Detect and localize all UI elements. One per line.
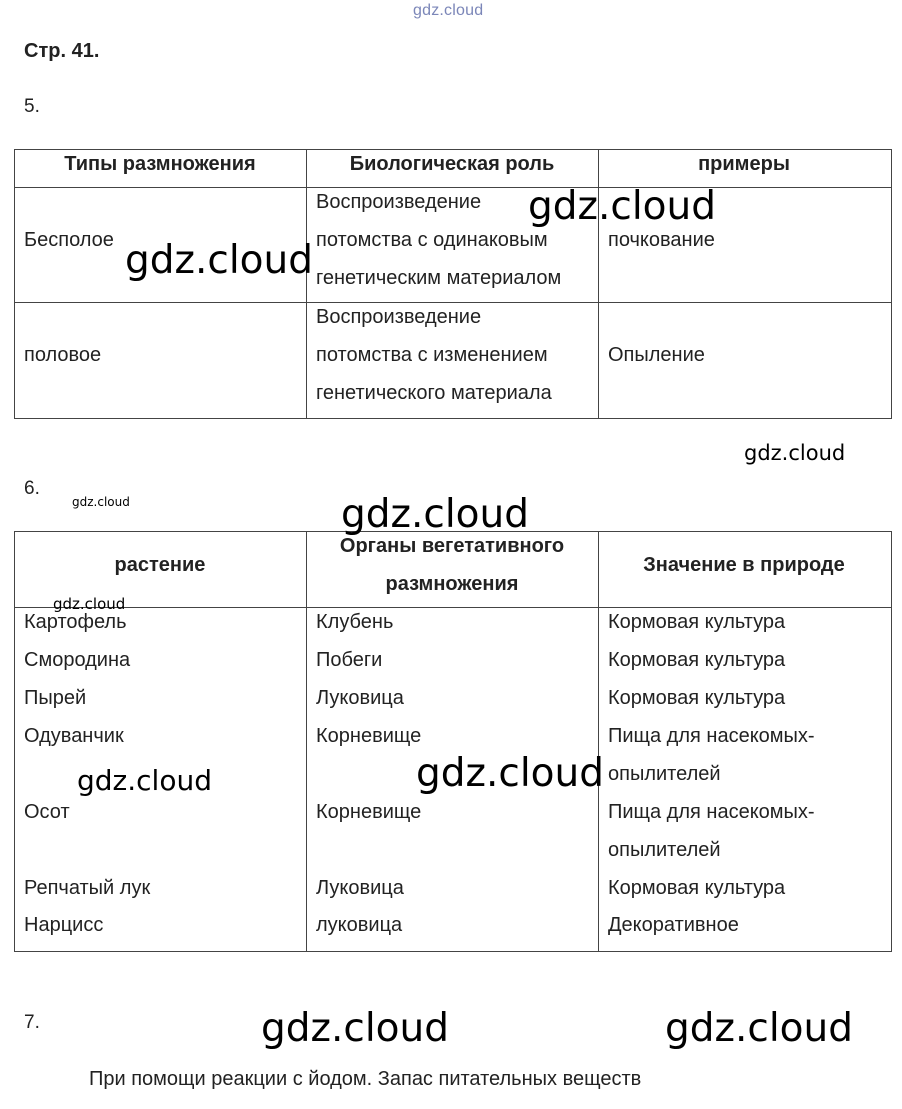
task6-number: 6. xyxy=(24,478,40,499)
task5-row2-example: Опыление xyxy=(608,344,705,366)
watermark: gdz.cloud xyxy=(53,595,126,613)
task6-meaning: опылителей xyxy=(608,763,721,785)
task5-number: 5. xyxy=(24,96,40,117)
task5-row2-role-line2: потомства с изменением xyxy=(316,344,548,366)
task7-answer: При помощи реакции с йодом. Запас питательных веществ xyxy=(89,1068,642,1090)
task6-plant: Нарцисс xyxy=(24,914,104,936)
task6-meaning: Декоративное xyxy=(608,914,739,936)
task6-organ: Корневище xyxy=(316,801,422,823)
task6-plant: Пырей xyxy=(24,687,87,709)
task6-meaning: опылителей xyxy=(608,839,721,861)
task6-organ: Луковица xyxy=(316,877,404,899)
task6-plant: Осот xyxy=(24,801,70,823)
task5-row1-role-line2: потомства с одинаковым xyxy=(316,229,548,251)
top-watermark: gdz.cloud xyxy=(413,2,484,19)
task6-organ: Луковица xyxy=(316,687,404,709)
task6-organ: Корневище xyxy=(316,725,422,747)
task5-row1-role-line1: Воспроизведение xyxy=(316,191,482,213)
task6-plant: Картофель xyxy=(24,611,127,633)
watermark: gdz.cloud xyxy=(261,1006,449,1051)
task5-row2-type: половое xyxy=(24,344,102,366)
task6-header-organs-line2: размножения xyxy=(385,573,519,595)
task7-number: 7. xyxy=(24,1012,40,1033)
task6-meaning: Пища для насекомых- xyxy=(608,801,815,823)
task6-meaning: Кормовая культура xyxy=(608,611,786,633)
task6-meaning: Пища для насекомых- xyxy=(608,725,815,747)
watermark: gdz.cloud xyxy=(744,441,846,465)
task6-header-meaning: Значение в природе xyxy=(643,554,845,576)
task6-meaning: Кормовая культура xyxy=(608,649,786,671)
task5-row2-role-line3: генетического материала xyxy=(316,382,552,404)
task5-header-type: Типы размножения xyxy=(64,153,256,175)
watermark: gdz.cloud xyxy=(341,492,529,537)
watermark: gdz.cloud xyxy=(416,751,604,796)
task6-meaning: Кормовая культура xyxy=(608,877,786,899)
task5-row1-type: Бесполое xyxy=(24,229,114,251)
task5-header-role: Биологическая роль xyxy=(349,153,555,175)
task6-organ: Побеги xyxy=(316,649,383,671)
task6-plant: Одуванчик xyxy=(24,725,124,747)
page-label: Стр. 41. xyxy=(24,40,100,62)
task5-row1-example: почкование xyxy=(608,229,715,251)
watermark: gdz.cloud xyxy=(528,184,716,229)
watermark: gdz.cloud xyxy=(77,764,212,797)
task6-organ: луковица xyxy=(316,914,403,936)
task6-plant: Репчатый лук xyxy=(24,877,151,899)
watermark: gdz.cloud xyxy=(665,1006,853,1051)
task5-row1-role-line3: генетическим материалом xyxy=(316,267,562,289)
task5-row2-role-line1: Воспроизведение xyxy=(316,306,482,328)
task6-organ: Клубень xyxy=(316,611,394,633)
watermark: gdz.cloud xyxy=(72,495,130,509)
task6-plant: Смородина xyxy=(24,649,131,671)
watermark: gdz.cloud xyxy=(125,238,313,283)
task6-meaning: Кормовая культура xyxy=(608,687,786,709)
task6-header-plant: растение xyxy=(114,554,206,576)
task5-header-examples: примеры xyxy=(698,153,790,175)
task6-header-organs-line1: Органы вегетативного xyxy=(339,535,565,557)
